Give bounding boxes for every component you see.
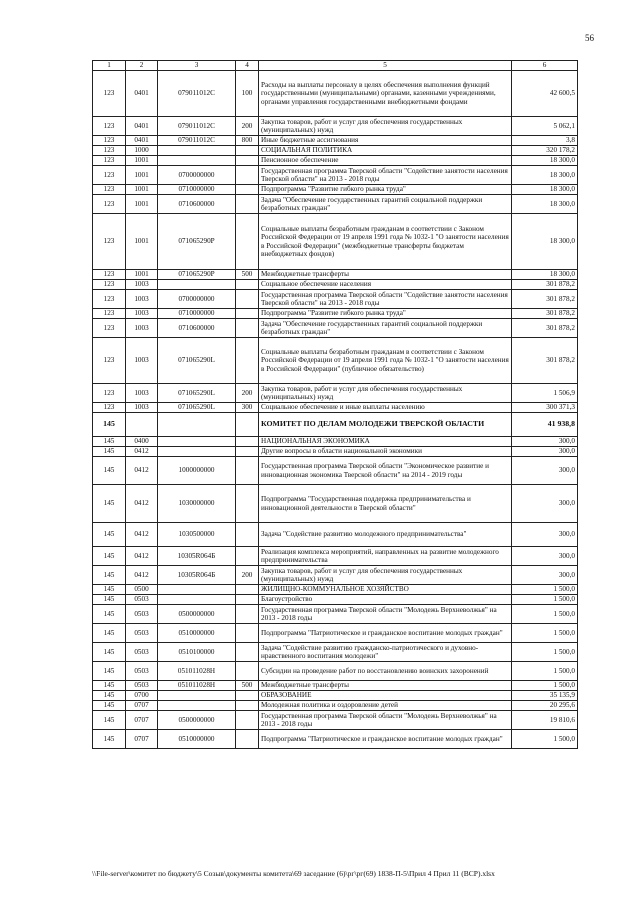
table-header-row [93,61,578,71]
admin-code-cell: 145 [93,662,126,681]
column-header: 1 [93,61,126,71]
amount-cell: 18 300,0 [512,270,578,280]
table-row [93,691,578,701]
section-code-cell: 1003 [126,338,158,384]
admin-code-cell: 145 [93,711,126,730]
target-code-cell: 10305R064Б [158,566,236,585]
description-cell: Расходы на выплаты персоналу в целях обеспечения выполнения функций государственными (муниципальными) органами, казенными учреждениями, органами управления государственными внебюджетными фондами [259,71,512,117]
amount-cell: 301 878,2 [512,319,578,338]
description-cell: Субсидии на проведение работ по восстановлению воинских захоронений [259,662,512,681]
admin-code-cell: 123 [93,338,126,384]
target-code-cell: 0500000000 [158,605,236,624]
amount-cell: 19 810,6 [512,711,578,730]
target-code-cell: 071065290L [158,338,236,384]
table-row [93,730,578,749]
expense-type-cell [236,585,259,595]
table-row [93,185,578,195]
admin-code-cell: 145 [93,566,126,585]
section-code-cell: 1001 [126,195,158,214]
expense-type-cell [236,309,259,319]
table-row [93,585,578,595]
table-row [93,624,578,643]
table-row [93,447,578,457]
file-path-footer: \\File-server\комитет по бюджету\5 Созыв\документы комитета\69 заседание (6)\рг\рг(69) 1838-П-5\Прил 4 Прил 11 (ВСР).xlsx [92,869,495,878]
table-row [93,523,578,547]
table-row [93,437,578,447]
admin-code-cell: 123 [93,309,126,319]
expense-type-cell: 300 [236,403,259,413]
admin-code-cell: 123 [93,290,126,309]
table-row [93,156,578,166]
expense-type-cell [236,457,259,485]
target-code-cell: 0510000000 [158,730,236,749]
description-cell: Задача "Обеспечение государственных гарантий социальной поддержки безработных граждан" [259,319,512,338]
table-row [93,290,578,309]
target-code-cell [158,701,236,711]
admin-code-cell: 123 [93,319,126,338]
description-cell: Благоустройство [259,595,512,605]
admin-code-cell: 145 [93,523,126,547]
section-code-cell: 0700 [126,691,158,701]
section-code-cell: 1003 [126,280,158,290]
section-code-cell [126,413,158,437]
section-code-cell: 0412 [126,547,158,566]
amount-cell: 18 300,0 [512,156,578,166]
section-code-cell: 1001 [126,270,158,280]
admin-code-cell: 145 [93,485,126,523]
section-code-cell: 0412 [126,457,158,485]
admin-code-cell: 145 [93,547,126,566]
section-code-cell: 0503 [126,595,158,605]
section-code-cell: 0401 [126,136,158,146]
expense-type-cell [236,338,259,384]
expense-type-cell [236,485,259,523]
table-row [93,117,578,136]
target-code-cell [158,691,236,701]
table-row [93,643,578,662]
amount-cell: 320 178,2 [512,146,578,156]
expense-type-cell: 200 [236,566,259,585]
target-code-cell: 1030500000 [158,523,236,547]
admin-code-cell: 123 [93,71,126,117]
expense-type-cell [236,643,259,662]
table-row [93,681,578,691]
amount-cell: 301 878,2 [512,290,578,309]
target-code-cell: 079011012С [158,117,236,136]
amount-cell: 301 878,2 [512,280,578,290]
admin-code-cell: 123 [93,195,126,214]
expense-type-cell [236,523,259,547]
description-cell: Государственная программа Тверской области "Содействие занятости населения Тверской области" на 2013 - 2018 годы [259,290,512,309]
admin-code-cell: 123 [93,117,126,136]
amount-cell: 1 500,0 [512,624,578,643]
section-code-cell: 0412 [126,485,158,523]
table-row [93,403,578,413]
target-code-cell: 079011012С [158,136,236,146]
description-cell: Пенсионное обеспечение [259,156,512,166]
amount-cell: 1 506,9 [512,384,578,403]
expense-type-cell [236,662,259,681]
column-header: 6 [512,61,578,71]
section-code-cell: 1001 [126,156,158,166]
description-cell: Подпрограмма "Патриотическое и гражданское воспитание молодых граждан" [259,624,512,643]
expense-type-cell: 800 [236,136,259,146]
section-code-cell: 1001 [126,166,158,185]
section-code-cell: 0503 [126,605,158,624]
expense-type-cell [236,290,259,309]
expense-type-cell [236,185,259,195]
description-cell: ОБРАЗОВАНИЕ [259,691,512,701]
admin-code-cell: 145 [93,681,126,691]
admin-code-cell: 145 [93,730,126,749]
description-cell: СОЦИАЛЬНАЯ ПОЛИТИКА [259,146,512,156]
description-cell: Подпрограмма "Патриотическое и гражданское воспитание молодых граждан" [259,730,512,749]
expense-type-cell [236,701,259,711]
section-code-cell: 1000 [126,146,158,156]
section-code-cell: 0503 [126,624,158,643]
amount-cell: 1 500,0 [512,585,578,595]
description-cell: Задача "Содействие развитию молодежного предпринимательства" [259,523,512,547]
description-cell: Государственная программа Тверской области "Содействие занятости населения Тверской области" на 2013 - 2018 годы [259,166,512,185]
expense-type-cell: 500 [236,270,259,280]
section-code-cell: 1003 [126,384,158,403]
expense-type-cell [236,711,259,730]
section-code-cell: 0412 [126,566,158,585]
amount-cell: 300,0 [512,523,578,547]
expense-type-cell: 200 [236,117,259,136]
amount-cell: 42 600,5 [512,71,578,117]
admin-code-cell: 145 [93,605,126,624]
table-row [93,280,578,290]
description-cell: Межбюджетные трансферты [259,681,512,691]
target-code-cell [158,413,236,437]
description-cell: Подпрограмма "Государственная поддержка предпринимательства и инновационной деятельности в Тверской области" [259,485,512,523]
amount-cell: 300,0 [512,447,578,457]
admin-code-cell: 145 [93,447,126,457]
section-code-cell: 0500 [126,585,158,595]
admin-code-cell: 145 [93,643,126,662]
expense-type-cell [236,166,259,185]
section-code-cell: 0401 [126,117,158,136]
target-code-cell [158,156,236,166]
table-row [93,485,578,523]
description-cell: Подпрограмма "Развитие гибкого рынка труда" [259,185,512,195]
target-code-cell: 10305R064Б [158,547,236,566]
table-row [93,71,578,117]
expense-type-cell [236,195,259,214]
amount-cell: 300,0 [512,457,578,485]
section-code-cell: 0503 [126,643,158,662]
expense-type-cell [236,413,259,437]
description-cell: Иные бюджетные ассигнования [259,136,512,146]
section-code-cell: 1003 [126,290,158,309]
description-cell: Подпрограмма "Развитие гибкого рынка труда" [259,309,512,319]
amount-cell: 3,8 [512,136,578,146]
target-code-cell: 0710600000 [158,195,236,214]
description-cell: Закупка товаров, работ и услуг для обеспечения государственных (муниципальных) нужд [259,384,512,403]
target-code-cell: 051011028Н [158,662,236,681]
admin-code-cell: 123 [93,146,126,156]
description-cell: Социальное обеспечение населения [259,280,512,290]
description-cell: Государственная программа Тверской области "Молодежь Верхневолжья" на 2013 - 2018 годы [259,711,512,730]
table-row [93,309,578,319]
description-cell: Социальные выплаты безработным гражданам в соответствии с Законом Российской Федерации от 19 апреля 1991 года № 1032-1 "О занятости населения в Российской Федерации" (межбюджетные трансферты бюджетам внебюджетных фондов) [259,214,512,270]
budget-table [92,60,578,749]
amount-cell: 18 300,0 [512,195,578,214]
admin-code-cell: 145 [93,624,126,643]
target-code-cell [158,585,236,595]
amount-cell: 1 500,0 [512,605,578,624]
description-cell: Другие вопросы в области национальной экономики [259,447,512,457]
expense-type-cell [236,156,259,166]
section-code-cell: 1001 [126,214,158,270]
admin-code-cell: 123 [93,403,126,413]
amount-cell: 18 300,0 [512,214,578,270]
page-number: 56 [585,33,594,43]
section-code-cell: 0707 [126,730,158,749]
amount-cell: 1 500,0 [512,643,578,662]
admin-code-cell: 123 [93,185,126,195]
target-code-cell: 0510100000 [158,643,236,662]
column-header: 3 [158,61,236,71]
target-code-cell: 0700000000 [158,166,236,185]
amount-cell: 1 500,0 [512,662,578,681]
expense-type-cell: 500 [236,681,259,691]
amount-cell: 301 878,2 [512,309,578,319]
admin-code-cell: 145 [93,701,126,711]
section-code-cell: 0401 [126,71,158,117]
section-code-cell: 1003 [126,309,158,319]
section-code-cell: 0707 [126,711,158,730]
admin-code-cell: 145 [93,595,126,605]
amount-cell: 1 500,0 [512,681,578,691]
section-code-cell: 1003 [126,319,158,338]
description-cell: Межбюджетные трансферты [259,270,512,280]
description-cell: Закупка товаров, работ и услуг для обеспечения государственных (муниципальных) нужд [259,566,512,585]
admin-code-cell: 123 [93,214,126,270]
description-cell: Закупка товаров, работ и услуг для обеспечения государственных (муниципальных) нужд [259,117,512,136]
target-code-cell: 1030000000 [158,485,236,523]
target-code-cell: 071065290L [158,403,236,413]
table-row [93,662,578,681]
description-cell: Социальные выплаты безработным гражданам в соответствии с Законом Российской Федерации от 19 апреля 1991 года № 1032-1 "О занятости населения в Российской Федерации" (публичное обязательство) [259,338,512,384]
description-cell: ЖИЛИЩНО-КОММУНАЛЬНОЕ ХОЗЯЙСТВО [259,585,512,595]
target-code-cell [158,280,236,290]
section-code-cell: 0412 [126,523,158,547]
table-row [93,338,578,384]
description-cell: Государственная программа Тверской области "Молодежь Верхневолжья" на 2013 - 2018 годы [259,605,512,624]
description-cell: Государственная программа Тверской области "Экономическое развитие и инновационная экономика Тверской области" на 2014 - 2019 годы [259,457,512,485]
admin-code-cell: 145 [93,585,126,595]
table-row [93,711,578,730]
target-code-cell [158,146,236,156]
target-code-cell [158,437,236,447]
table-row [93,214,578,270]
target-code-cell: 1000000000 [158,457,236,485]
table-body [93,71,578,749]
amount-cell: 300,0 [512,547,578,566]
column-header: 4 [236,61,259,71]
table-row [93,566,578,585]
target-code-cell [158,595,236,605]
table-row [93,136,578,146]
expense-type-cell [236,624,259,643]
section-code-cell: 0412 [126,447,158,457]
amount-cell: 35 135,9 [512,691,578,701]
description-cell: Молодежная политика и оздоровление детей [259,701,512,711]
table-row [93,319,578,338]
table-row [93,413,578,437]
expense-type-cell [236,447,259,457]
expense-type-cell: 200 [236,384,259,403]
section-code-cell: 0503 [126,681,158,691]
table-row [93,605,578,624]
description-cell: Реализация комплекса мероприятий, направленных на развитие молодежного предпринимательства [259,547,512,566]
expense-type-cell [236,214,259,270]
admin-code-cell: 145 [93,437,126,447]
expense-type-cell [236,730,259,749]
admin-code-cell: 123 [93,280,126,290]
admin-code-cell: 123 [93,166,126,185]
table-row [93,195,578,214]
column-header: 2 [126,61,158,71]
expense-type-cell [236,691,259,701]
amount-cell: 300,0 [512,437,578,447]
expense-type-cell [236,595,259,605]
target-code-cell: 071065290L [158,384,236,403]
amount-cell: 5 062,1 [512,117,578,136]
target-code-cell: 071065290Р [158,214,236,270]
admin-code-cell: 145 [93,691,126,701]
expense-type-cell [236,547,259,566]
table-row [93,595,578,605]
target-code-cell: 0510000000 [158,624,236,643]
amount-cell: 1 500,0 [512,730,578,749]
admin-code-cell: 145 [93,413,126,437]
description-cell: КОМИТЕТ ПО ДЕЛАМ МОЛОДЕЖИ ТВЕРСКОЙ ОБЛАСТИ [259,413,512,437]
target-code-cell: 0710600000 [158,319,236,338]
description-cell: Задача "Обеспечение государственных гарантий социальной поддержки безработных граждан" [259,195,512,214]
section-code-cell: 1003 [126,403,158,413]
column-header: 5 [259,61,512,71]
table-row [93,547,578,566]
section-code-cell: 0707 [126,701,158,711]
table-row [93,701,578,711]
description-cell: НАЦИОНАЛЬНАЯ ЭКОНОМИКА [259,437,512,447]
section-code-cell: 0503 [126,662,158,681]
amount-cell: 20 295,6 [512,701,578,711]
target-code-cell: 0710000000 [158,185,236,195]
admin-code-cell: 145 [93,457,126,485]
target-code-cell: 071065290Р [158,270,236,280]
table-row [93,270,578,280]
table-row [93,146,578,156]
amount-cell: 300,0 [512,566,578,585]
expense-type-cell [236,605,259,624]
table-row [93,457,578,485]
expense-type-cell [236,437,259,447]
amount-cell: 41 938,8 [512,413,578,437]
amount-cell: 300,0 [512,485,578,523]
section-code-cell: 1001 [126,185,158,195]
description-cell: Задача "Содействие развитию гражданско-патриотического и духовно-нравственного воспитания молодежи" [259,643,512,662]
admin-code-cell: 123 [93,384,126,403]
admin-code-cell: 123 [93,136,126,146]
table-row [93,166,578,185]
admin-code-cell: 123 [93,270,126,280]
target-code-cell: 079011012С [158,71,236,117]
target-code-cell [158,447,236,457]
amount-cell: 1 500,0 [512,595,578,605]
admin-code-cell: 123 [93,156,126,166]
target-code-cell: 0500000000 [158,711,236,730]
amount-cell: 18 300,0 [512,166,578,185]
amount-cell: 18 300,0 [512,185,578,195]
amount-cell: 300 371,3 [512,403,578,413]
target-code-cell: 051011028Н [158,681,236,691]
expense-type-cell [236,319,259,338]
expense-type-cell [236,146,259,156]
amount-cell: 301 878,2 [512,338,578,384]
expense-type-cell [236,280,259,290]
expense-type-cell: 100 [236,71,259,117]
table-row [93,384,578,403]
section-code-cell: 0400 [126,437,158,447]
target-code-cell: 0700000000 [158,290,236,309]
target-code-cell: 0710000000 [158,309,236,319]
description-cell: Социальное обеспечение и иные выплаты населению [259,403,512,413]
